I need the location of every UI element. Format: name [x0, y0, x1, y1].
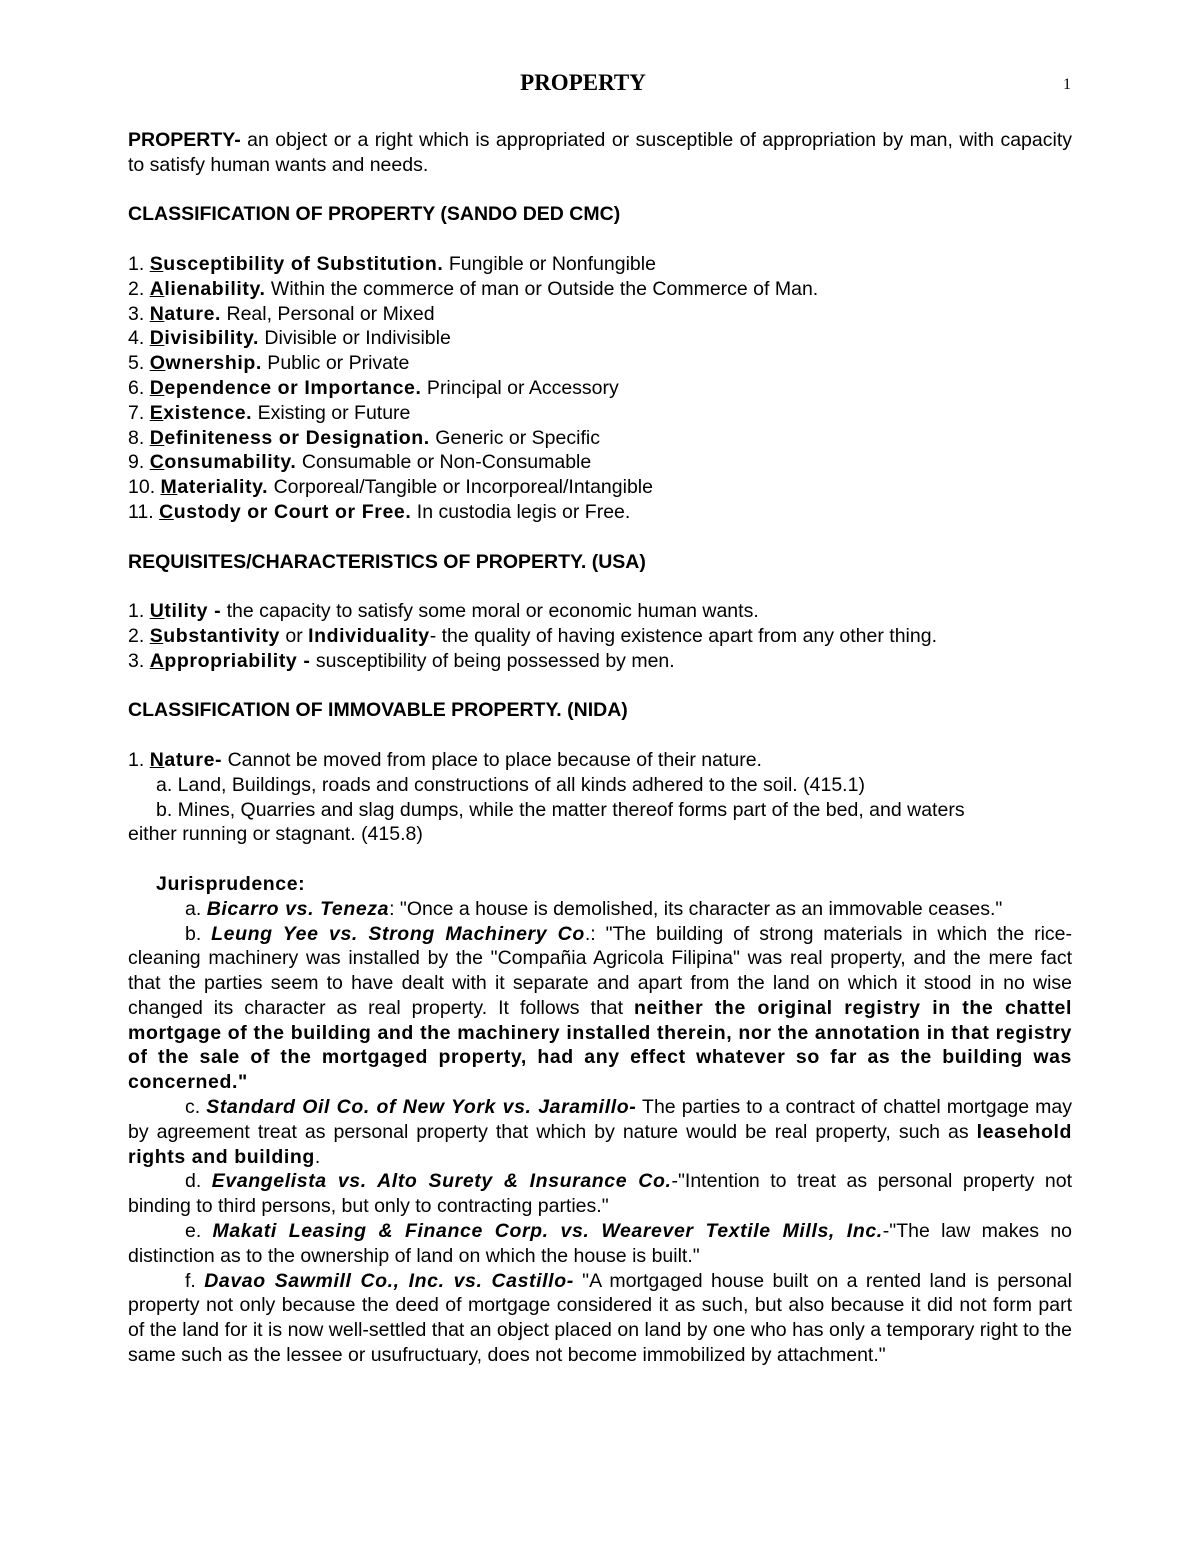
definition-term: PROPERTY-	[128, 129, 241, 151]
document-body	[128, 128, 1072, 1368]
list-item: 2. Substantivity or Individuality- the quality of having existence apart from any other thing.	[128, 624, 937, 647]
sub-item-b-cont: either running or stagnant. (415.8)	[128, 823, 423, 846]
case-c: c. Standard Oil Co. of New York vs. Jaramillo- The parties to a contract of chattel mortgage may by agreement treat as personal property that which by nature would be real property, such as leasehold rights and building.	[128, 1096, 1073, 1168]
definition-text: an object or a right which is appropriated or susceptible of appropriation by man, with capacity to satisfy human wants and needs.	[128, 129, 1072, 176]
list-item: 1. Nature- Cannot be moved from place to place because of their nature.	[128, 748, 762, 771]
classification-list	[128, 252, 1072, 525]
list-item: 2. Alienability. Within the commerce of man or Outside the Commerce of Man.	[128, 277, 819, 300]
list-item: 4. Divisibility. Divisible or Indivisible	[128, 327, 451, 350]
list-item: 11. Custody or Court or Free. In custodia legis or Free.	[128, 500, 631, 523]
list-item: 6. Dependence or Importance. Principal or Accessory	[128, 376, 619, 399]
list-item: 10. Materiality. Corporeal/Tangible or Incorporeal/Intangible	[128, 476, 653, 499]
immovable-heading: CLASSIFICATION OF IMMOVABLE PROPERTY. (NIDA)	[128, 699, 628, 722]
classification-heading: CLASSIFICATION OF PROPERTY (SANDO DED CMC)	[128, 203, 621, 226]
list-item: 9. Consumability. Consumable or Non-Consumable	[128, 451, 592, 474]
case-a: a. Bicarro vs. Teneza: "Once a house is demolished, its character as an immovable ceases."	[185, 897, 1003, 920]
case-d: d. Evangelista vs. Alto Surety & Insurance Co.-"Intention to treat as personal property not binding to third persons, but only to contracting parties."	[128, 1170, 1072, 1218]
list-item: 1. Susceptibility of Substitution. Fungible or Nonfungible	[128, 252, 656, 275]
page-number: 1	[1063, 76, 1071, 93]
list-item: 3. Nature. Real, Personal or Mixed	[128, 302, 435, 325]
case-e: e. Makati Leasing & Finance Corp. vs. Wearever Textile Mills, Inc.-"The law makes no distinction as to the ownership of land on which the house is built."	[128, 1220, 1073, 1267]
page-title: PROPERTY	[520, 70, 646, 95]
sub-item-a: a. Land, Buildings, roads and constructions of all kinds adhered to the soil. (415.1)	[156, 773, 865, 796]
sub-item-b: b. Mines, Quarries and slag dumps, while the matter thereof forms part of the bed, and waters	[156, 798, 965, 821]
case-b: b. Leung Yee vs. Strong Machinery Co.: "The building of strong materials in which the rice-cleaning machinery was installed by the "Compañia Agricola Filipina" was real property, and the mere fact that the parties seem to have dealt with it separate and apart from the land on which it stood in no wise changed its character as real property. It follows that neither the original registry in the chattel mortgage of the building and the machinery installed therein, nor the annotation in that registry of the sale of the mortgaged property, had any effect whatever so far as the building was concerned."	[128, 922, 1072, 1094]
list-item: 8. Definiteness or Designation. Generic or Specific	[128, 426, 600, 449]
list-item: 5. Ownership. Public or Private	[128, 352, 410, 375]
list-item: 7. Existence. Existing or Future	[128, 401, 411, 424]
case-f: f. Davao Sawmill Co., Inc. vs. Castillo- "A mortgaged house built on a rented land is personal property not only because the deed of mortgage considered it as such, but also because it did not form part of the land for it is now well-settled that an object placed on land by one who has only a temporary right to the same such as the lessee or usufructuary, does not become immobilized by attachment."	[128, 1269, 1072, 1367]
list-item: 1. Utility - the capacity to satisfy some moral or economic human wants.	[128, 600, 759, 623]
list-item: 3. Appropriability - susceptibility of being possessed by men.	[128, 649, 675, 672]
requisites-heading: REQUISITES/CHARACTERISTICS OF PROPERTY. (USA)	[128, 550, 646, 573]
property-definition	[128, 128, 1072, 178]
jurisprudence-heading: Jurisprudence:	[156, 872, 306, 895]
